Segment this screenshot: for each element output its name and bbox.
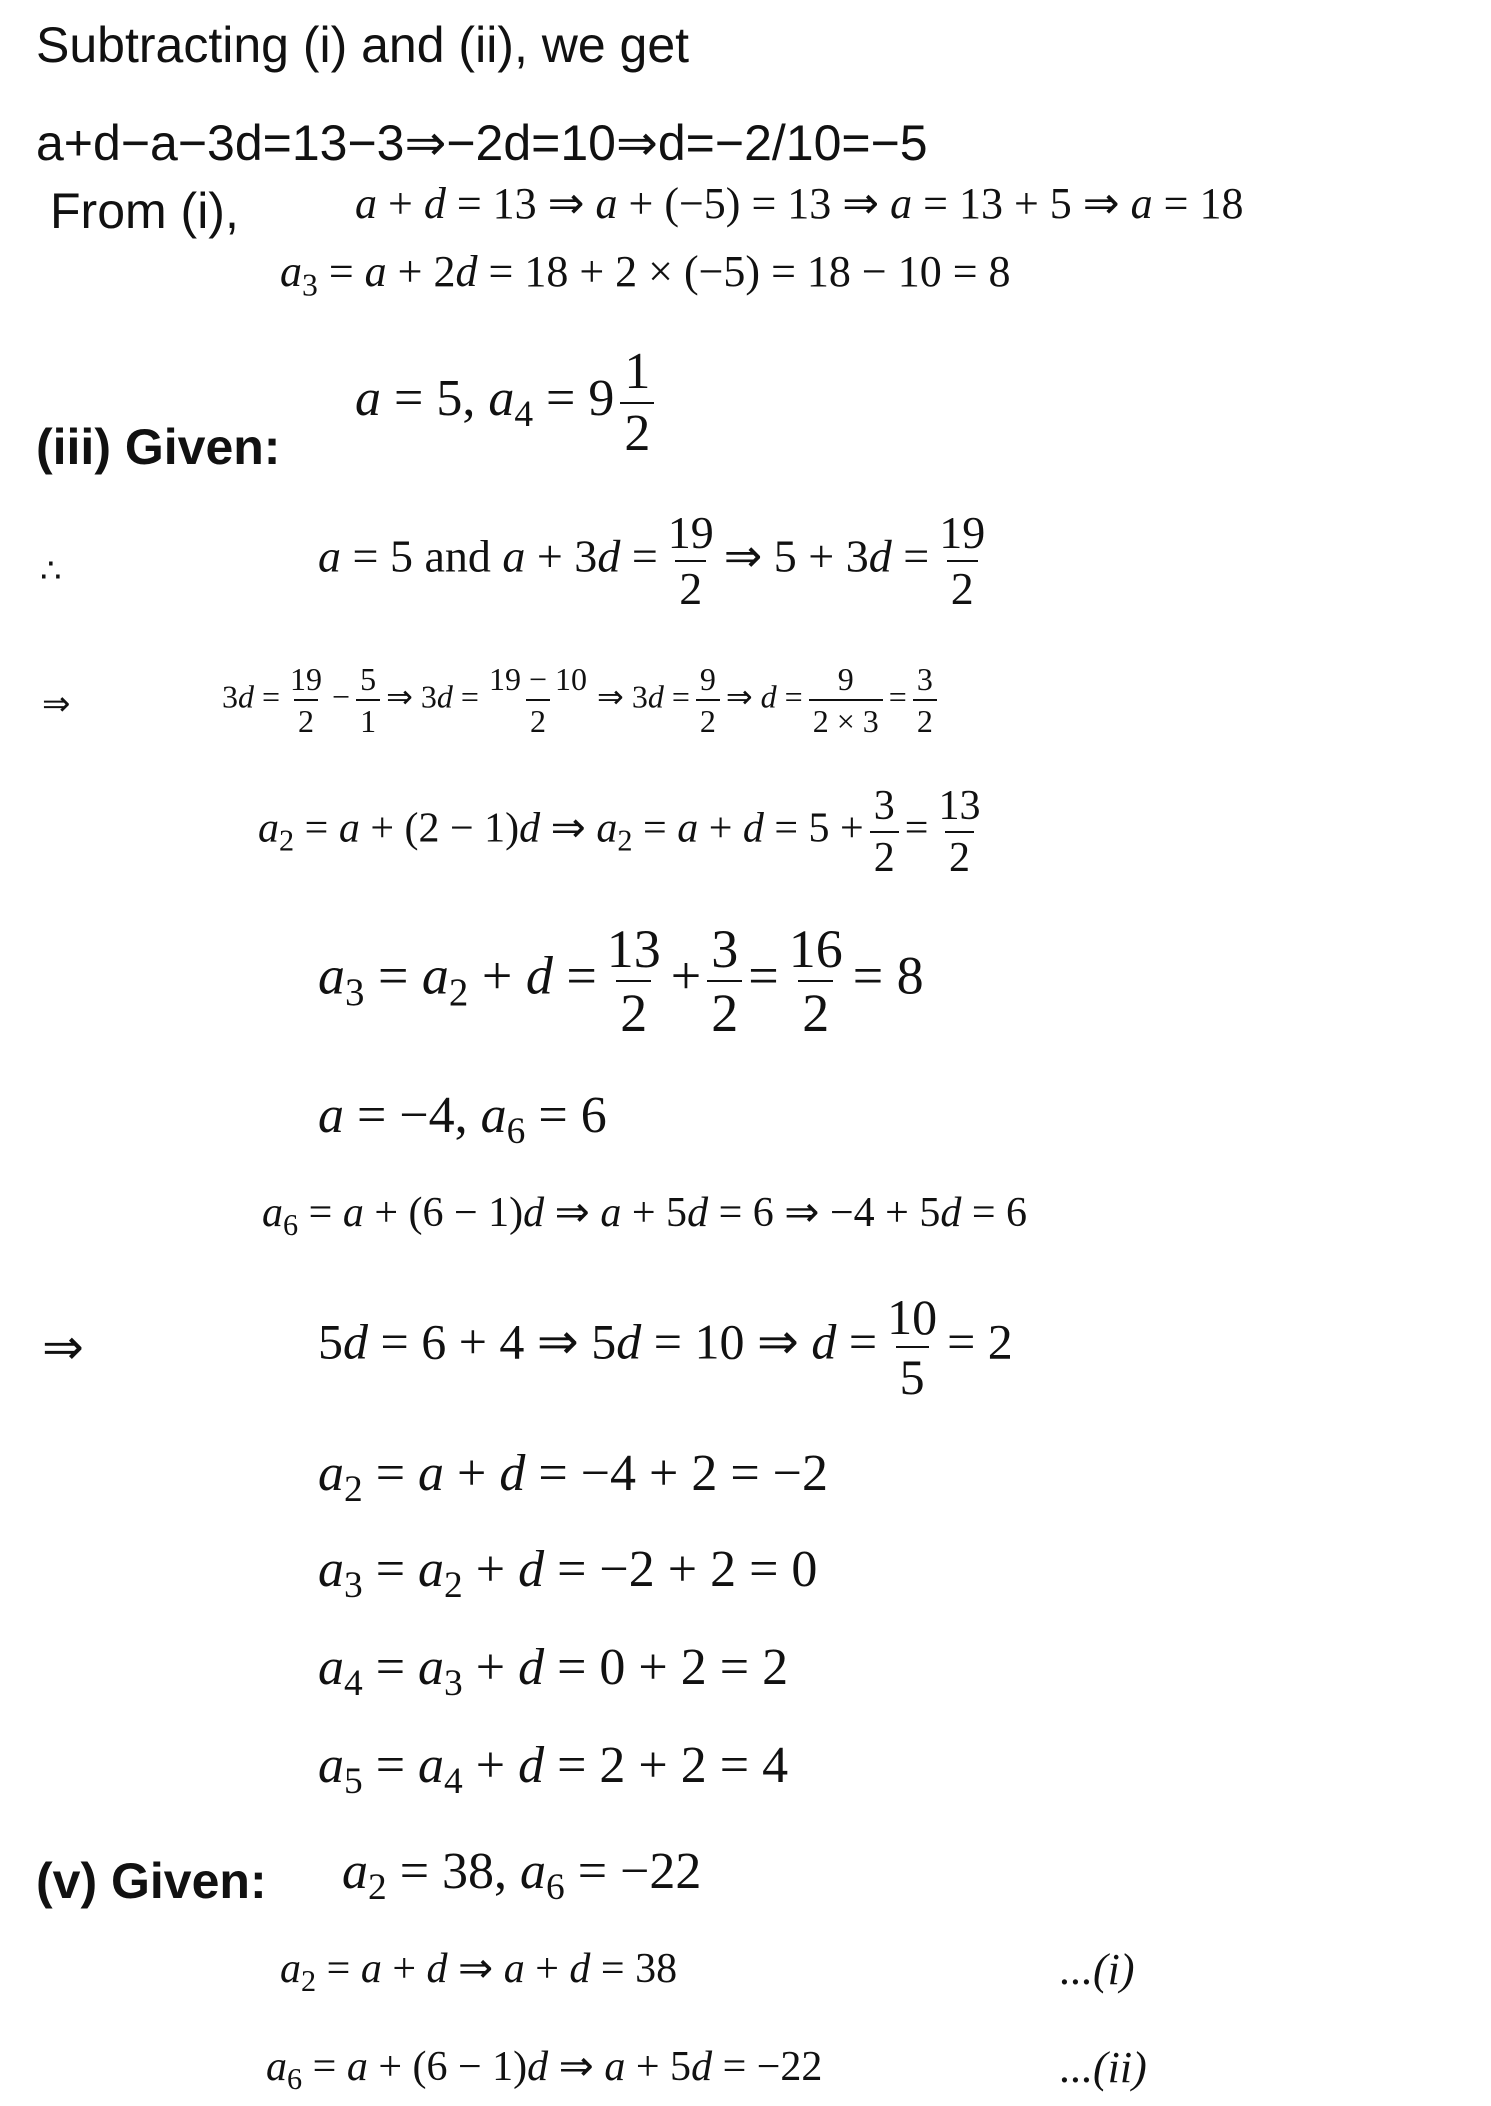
frac-den: 2 bbox=[675, 560, 706, 612]
equation-given-iii: a = 5, $a_4 = 9$ $\frac{1}{2}$ bbox=[355, 346, 660, 460]
reference-i: ...(i) bbox=[1060, 1945, 1135, 1994]
frac-num: 19 − 10 bbox=[488, 661, 587, 697]
reference-ii: ...(ii) bbox=[1060, 2043, 1147, 2092]
implies-symbol: ⇒ bbox=[42, 686, 71, 723]
frac-den: 2 bbox=[616, 980, 651, 1040]
given-v-label: (v) Given: bbox=[36, 1853, 267, 1909]
plain-equation: a+d−a−3d=13−3⇒−2d=10⇒d=−2/10=−5 bbox=[36, 115, 928, 171]
frac-num: 3 bbox=[916, 661, 933, 697]
frac-num: 9 bbox=[699, 661, 716, 697]
frac-num: 16 bbox=[788, 919, 843, 979]
frac-den: 2 bbox=[913, 699, 937, 737]
equation-a5-iv: $a_5 = a_4 + d = 2 + 2 = 4$ bbox=[318, 1737, 789, 1803]
equation-a2-v: $a_2 = a + d$ ⇒ a + d = 38 bbox=[280, 1946, 678, 1999]
frac-den: 2 bbox=[798, 980, 833, 1040]
frac-den: 5 bbox=[896, 1346, 929, 1402]
frac-num: 9 bbox=[837, 661, 854, 697]
frac-den: 2 bbox=[526, 699, 550, 737]
frac-den: 2 × 3 bbox=[809, 699, 883, 737]
frac-den: 2 bbox=[707, 980, 742, 1040]
frac-num: 19 bbox=[667, 507, 714, 558]
frac-num: 10 bbox=[887, 1289, 938, 1345]
equation-given-v: $a_2 = 38$, $a_6 = -22$ bbox=[342, 1843, 702, 1909]
equation-a4-iv: $a_4 = a_3 + d = 0 + 2 = 2$ bbox=[318, 1639, 789, 1705]
frac-num: 13 bbox=[938, 783, 981, 829]
frac-num: 1 bbox=[624, 343, 651, 400]
implies-symbol: ⇒ bbox=[42, 1319, 84, 1375]
equation-a3-iii: $a_3 = a_2 + d$ = $\frac{13}{2}$ + $\frac{3}{2}$ = $\frac{16}{2}$ = 8 bbox=[318, 919, 924, 1043]
frac-den: 2 bbox=[696, 699, 720, 737]
equation-a-and-3d: a = 5 and a + 3d = $\frac{19}{2}$ ⇒ 5 + 3d = $\frac{19}{2}$ bbox=[318, 510, 995, 612]
equation-a3-value: $a_3 = a + 2d = 18 + 2 \times (-5) = 18 - 10 = 8$ bbox=[280, 247, 1011, 303]
frac-num: 5 bbox=[360, 661, 377, 697]
equation-a6-iv: $a_6 = a + (6 - 1)d$ ⇒ a + 5d = 6 ⇒ −4 + 5d = 6 bbox=[262, 1190, 1028, 1243]
equation-given-iv: a = −4, $a_6 = 6$ bbox=[318, 1087, 607, 1153]
equation-5d-solve: 5d = 6 + 4 ⇒ 5d = 10 ⇒ d = $\frac{10}{5}$ = 2 bbox=[318, 1289, 1013, 1405]
equation-3d-solve: 3d = $\frac{19}{2}$ − $\frac{5}{1}$ ⇒ 3d = $\frac{19 - 10}{2}$ ⇒ 3d = $\frac{9}{2}$ ⇒ d = $\frac{9}{2 \times 3}$ = $\frac{3}{2}$ bbox=[222, 663, 943, 737]
subtracting-heading: Subtracting (i) and (ii), we get bbox=[36, 17, 690, 73]
frac-num: 3 bbox=[873, 783, 895, 829]
frac-den: 2 bbox=[945, 831, 974, 879]
given-iii-label: (iii) Given: bbox=[36, 419, 281, 475]
frac-den: 2 bbox=[947, 560, 978, 612]
frac-num: 3 bbox=[711, 919, 739, 979]
equation-a6-v: $a_6 = a + (6 - 1)d$ ⇒ a + 5d = −22 bbox=[266, 2044, 823, 2097]
equation-a2-iv: $a_2 = a + d = -4 + 2 = -2$ bbox=[318, 1445, 829, 1511]
frac-den: 2 bbox=[620, 402, 654, 460]
equation-a-plus-d-13: a + d = 13 ⇒ a + (−5) = 13 ⇒ a = 13 + 5 ⇒ a = 18 bbox=[355, 179, 1244, 228]
frac-num: 19 bbox=[939, 507, 986, 558]
frac-den: 2 bbox=[870, 831, 899, 879]
from-i-label: From (i), bbox=[50, 183, 239, 239]
frac-num: 13 bbox=[606, 919, 661, 979]
equation-a2-iii: $a_2 = a + (2 - 1)d$ ⇒ $a_2 = a + d = 5$ + $\frac{3}{2}$ = $\frac{13}{2}$ bbox=[258, 785, 990, 879]
frac-den: 1 bbox=[356, 699, 380, 737]
therefore-symbol: ∴ bbox=[40, 553, 62, 590]
frac-num: 19 bbox=[290, 661, 323, 697]
equation-a3-iv: $a_3 = a_2 + d = -2 + 2 = 0$ bbox=[318, 1541, 818, 1607]
frac-den: 2 bbox=[294, 699, 318, 737]
